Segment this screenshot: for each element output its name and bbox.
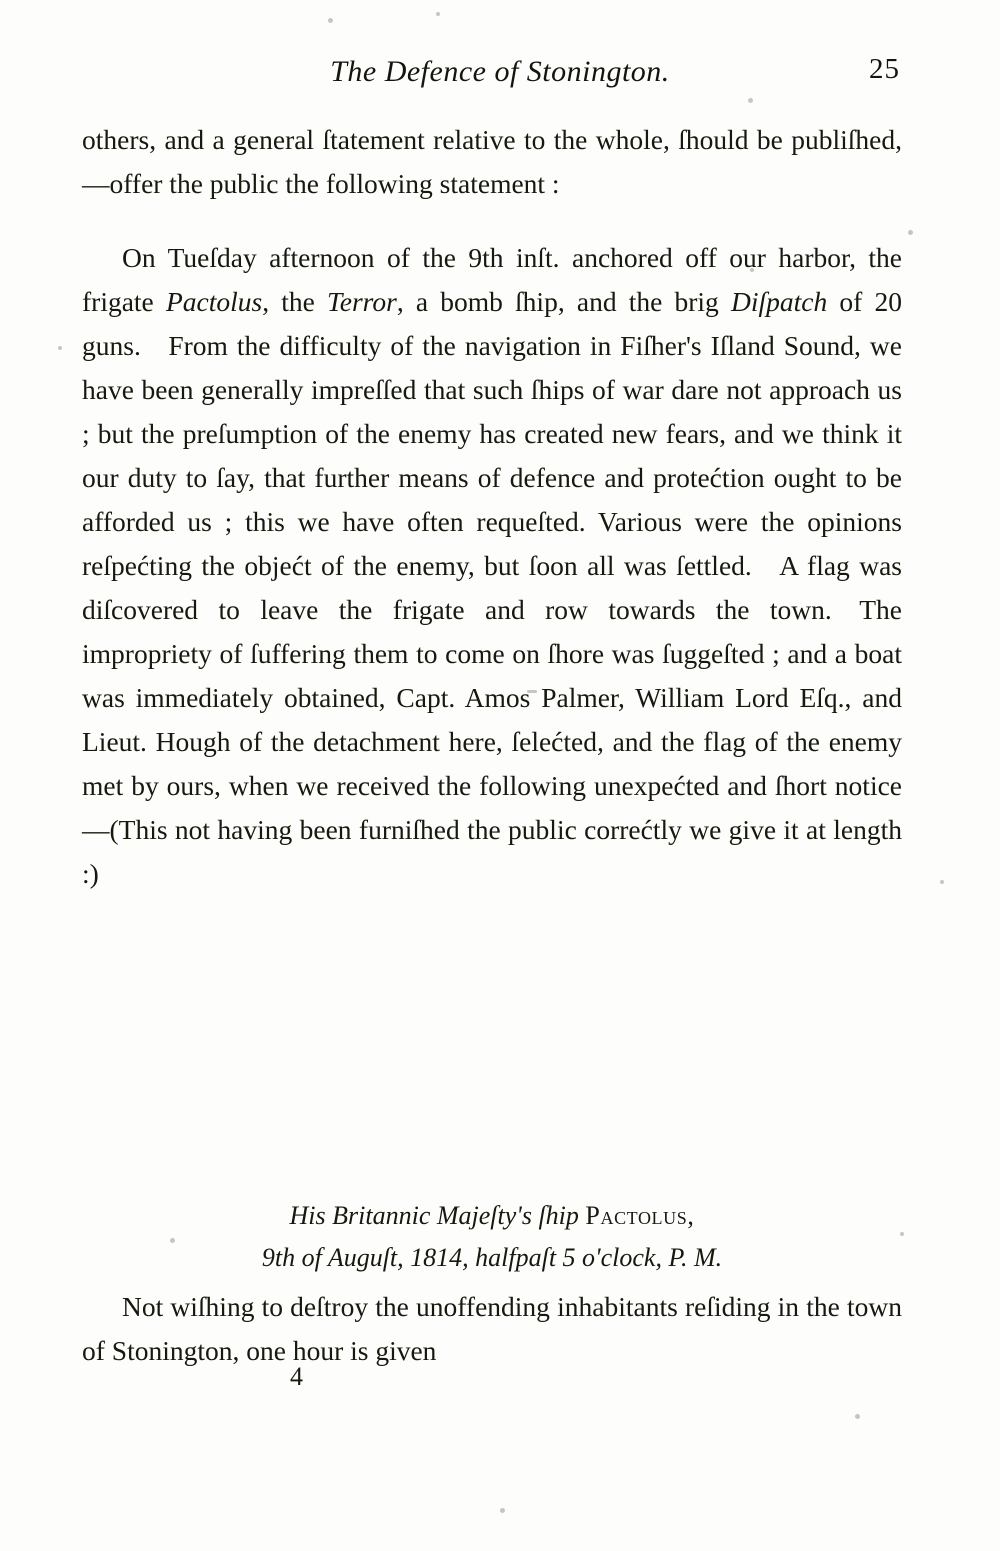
paper-speck xyxy=(748,98,753,103)
dispatch-body xyxy=(82,1285,902,1373)
paragraph-narrative xyxy=(82,236,902,896)
paper-speck xyxy=(855,1414,860,1419)
page-number: 25 xyxy=(869,53,900,85)
paragraph-2-part4: of 20 guns. From the difficulty of the navigation in Fiſher's Iſland Sound, we have been generally impreſſed that such ſhips of war dare not approach us ; but the preſumption of the enemy has created new fears, and we think it our duty to ſay, that further means of defence and protećtion ought to be afforded us ; this we have often requeſted. Various were the opinions reſpećting the objećt of the enemy, but ſoon all was ſettled. A flag was diſcovered to leave the frigate and row towards the town. The impropriety of ſuffering them to come on ſhore was ſuggeſted ; and a boat was immediately obtained, Capt. Amos Palmer, William Lord Eſq., and Lieut. Hough of the detachment here, ſelećted, and the flag of the enemy met by ours, when we received the following unexpećted and ſhort notice—(This not having been furniſhed the public correćtly we give it at length :) xyxy=(82,286,902,889)
ship-name-dispatch: Diſpatch xyxy=(730,286,828,317)
dispatch-heading-line-1 xyxy=(82,1195,902,1237)
paper-speck xyxy=(328,18,333,23)
dispatch-ship-name: Pactolus, xyxy=(585,1201,695,1230)
paper-speck xyxy=(500,1508,505,1513)
dispatch-ship-phrase: His Britannic Majeſty's ſhip xyxy=(289,1201,586,1230)
dispatch-paragraph: Not wiſhing to deſtroy the unoffending inhabitants reſiding in the town of Stonington, one hour is given xyxy=(82,1291,902,1366)
paragraph-2-part3: , a bomb ſhip, and the brig xyxy=(396,286,731,317)
page-body xyxy=(82,118,902,896)
paper-speck xyxy=(908,230,913,235)
paragraph-2-part1: On Tueſday afternoon of the 9th inſt. anchored off our harbor, the frigate xyxy=(82,242,902,317)
paragraph-spacer xyxy=(82,206,902,236)
dispatch-heading xyxy=(82,1195,902,1279)
ship-name-pactolus: Pactolus xyxy=(165,286,263,317)
paper-speck xyxy=(940,880,944,884)
dispatch-heading-line-2: 9th of Auguſt, 1814, halfpaſt 5 o'clock, P. M. xyxy=(261,1243,723,1272)
paragraph-continuation xyxy=(82,118,902,206)
running-title: The Defence of Stonington. xyxy=(330,55,670,88)
paragraph-1-text: others, and a general ſtatement relative to the whole, ſhould be publiſhed,—offer the public the following statement : xyxy=(82,124,902,199)
page-header xyxy=(80,55,920,89)
paper-speck xyxy=(58,346,62,350)
paragraph-2-part2: , the xyxy=(262,286,327,317)
ship-name-terror: Terror xyxy=(327,286,397,317)
signature-mark: 4 xyxy=(290,1362,303,1391)
paper-speck xyxy=(436,12,440,16)
